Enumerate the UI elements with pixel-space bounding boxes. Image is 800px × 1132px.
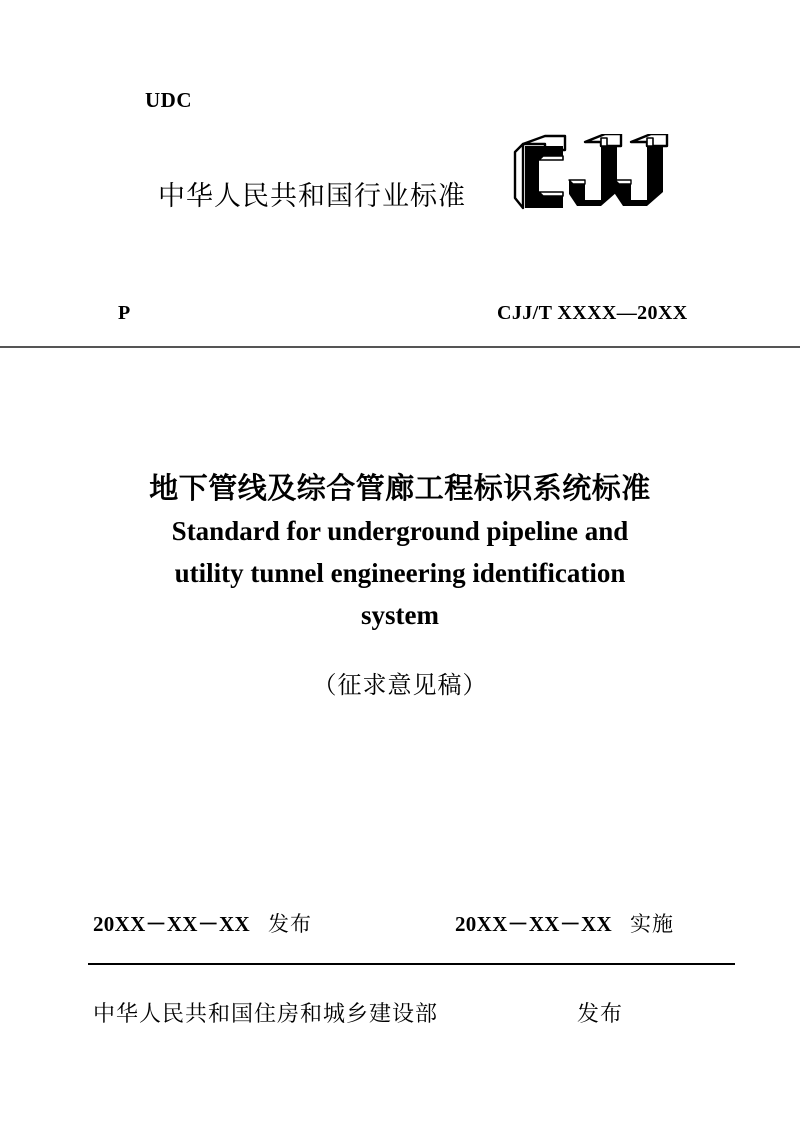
effective-date-group	[455, 908, 674, 938]
cjj-logo-icon	[505, 134, 675, 224]
issue-date-label: 发布	[268, 912, 312, 936]
effective-date-value: 20XX－XX－XX	[455, 912, 612, 936]
page-title-english-line-3: system	[361, 600, 439, 630]
effective-date-label: 实施	[630, 912, 674, 936]
draft-status-subtitle: （征求意见稿）	[312, 671, 488, 699]
standard-number-label: CJJ/T XXXX—20XX	[497, 302, 688, 324]
issue-date-group	[93, 908, 312, 938]
category-code-label: P	[118, 302, 131, 324]
issue-date-value: 20XX－XX－XX	[93, 912, 250, 936]
title-block	[100, 468, 700, 702]
standard-organization-row	[158, 168, 678, 222]
dates-row	[0, 908, 800, 942]
page-title-english-line-2: utility tunnel engineering identification	[174, 558, 626, 588]
footer-issue-label: 发布	[577, 1002, 624, 1027]
udc-label: UDC	[145, 88, 192, 112]
footer-row	[0, 997, 800, 1031]
standard-organization-label: 中华人民共和国行业标准	[158, 181, 466, 212]
page-title-english-line-1: Standard for underground pipeline and	[171, 516, 629, 546]
issuing-authority-label: 中华人民共和国住房和城乡建设部	[93, 1002, 439, 1027]
standard-code-row	[0, 302, 800, 334]
page-title-chinese: 地下管线及综合管廊工程标识系统标准	[149, 471, 651, 505]
header-divider-rule	[0, 346, 800, 348]
footer-divider-rule	[88, 963, 735, 965]
